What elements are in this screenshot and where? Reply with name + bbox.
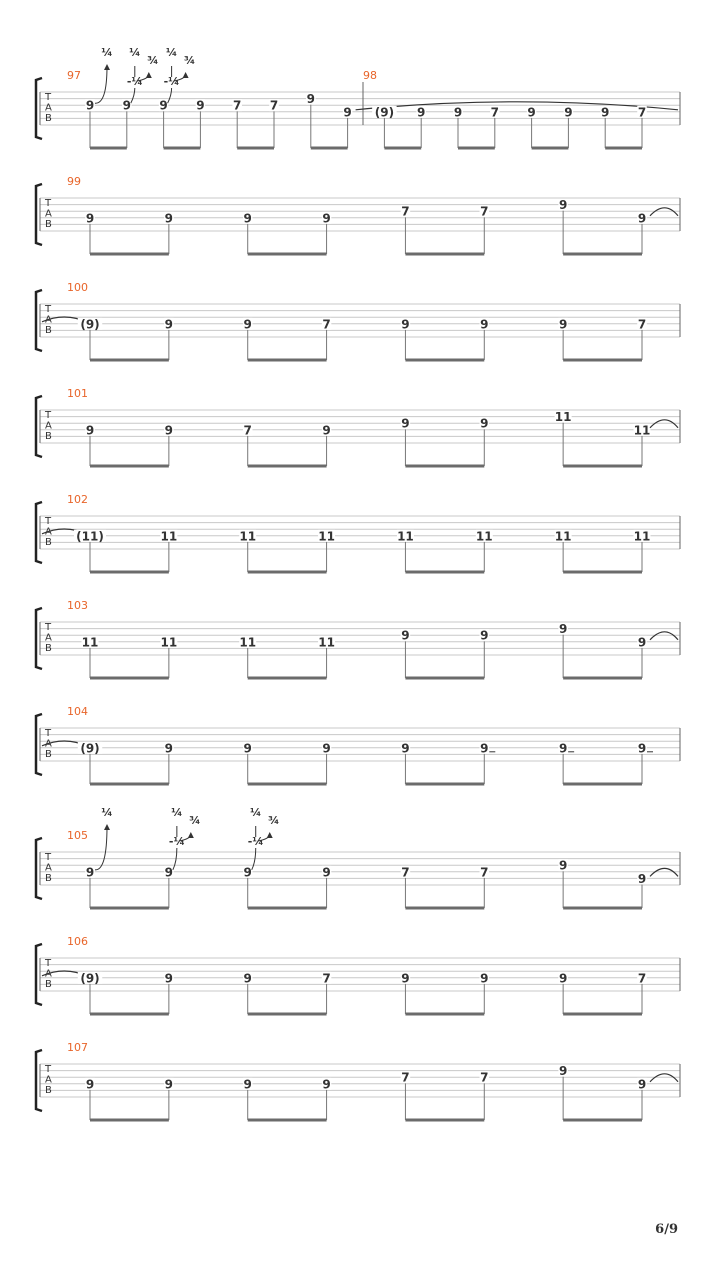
tab-system xyxy=(36,599,680,678)
tab-clef-letter: A xyxy=(45,526,52,538)
fret-number: 9 xyxy=(401,741,410,756)
measure-number: 98 xyxy=(363,69,377,82)
tab-clef-letter: B xyxy=(45,643,52,654)
tab-clef-letter: A xyxy=(45,420,52,432)
fret-number: 9 xyxy=(85,211,95,226)
fret-number: 11 xyxy=(633,529,651,544)
tab-clef-letter: A xyxy=(45,1074,52,1086)
fret-number: 9 xyxy=(196,98,205,113)
tab-clef-letter: B xyxy=(45,113,52,124)
fret-number: 11 xyxy=(397,529,414,544)
bend-curve xyxy=(95,826,107,870)
fret-number: 11 xyxy=(475,529,493,544)
bend-amount: -¼ xyxy=(247,835,264,848)
measure-number: 107 xyxy=(67,1041,88,1054)
fret-number: 9 xyxy=(243,971,252,986)
tab-clef-letter: B xyxy=(45,219,52,230)
fret-number: 9 xyxy=(558,1064,568,1079)
fret-number: 9 xyxy=(322,211,331,226)
fret-number: 9 xyxy=(401,628,410,643)
tab-clef-letter: T xyxy=(45,852,52,863)
system-bracket xyxy=(36,184,42,245)
fret-number: 11 xyxy=(554,529,572,544)
tab-system xyxy=(36,806,680,908)
fret-number: 9 xyxy=(480,628,489,643)
tie-arc xyxy=(650,420,678,428)
fret-number: 9 xyxy=(164,211,174,226)
bend-amount: -¼ xyxy=(163,75,180,88)
fret-number: 9 xyxy=(85,1077,95,1092)
tab-system xyxy=(36,175,680,254)
tab-system xyxy=(36,46,680,148)
fret-number: 7 xyxy=(243,423,252,438)
fret-number: 11 xyxy=(239,529,257,544)
fret-number: 7 xyxy=(401,1070,410,1085)
fret-number: 7 xyxy=(480,1070,489,1085)
tab-clef-letter: T xyxy=(45,304,52,315)
bend-arrowhead xyxy=(188,832,194,838)
fret-number: 11 xyxy=(318,529,335,544)
fret-number: 9 xyxy=(322,741,331,756)
tie-arc xyxy=(650,208,678,216)
fret-number: 9 xyxy=(564,105,573,120)
fret-number: 9 xyxy=(159,98,168,113)
fret-number: 9 xyxy=(164,317,174,332)
tab-clef-letter: T xyxy=(45,92,52,103)
bend-arrowhead xyxy=(104,824,110,830)
tab-clef-letter: T xyxy=(45,1064,52,1075)
measure-number: 97 xyxy=(67,69,81,82)
tab-system xyxy=(36,281,680,360)
tab-clef-letter: B xyxy=(45,979,52,990)
fret-number: 11 xyxy=(239,635,257,650)
system-bracket xyxy=(36,714,42,775)
fret-number: (9) xyxy=(80,317,100,332)
bend-arrowhead xyxy=(146,72,152,78)
fret-number: (9) xyxy=(374,105,395,120)
fret-number: 9 xyxy=(122,98,131,113)
tab-system xyxy=(36,1041,680,1120)
fret-number: 9 xyxy=(558,317,568,332)
fret-number: 9 xyxy=(637,211,647,226)
fret-number: 9 xyxy=(164,423,174,438)
tab-clef-letter: A xyxy=(45,314,52,326)
tab-clef-letter: A xyxy=(45,968,52,980)
tie-arc xyxy=(650,868,678,876)
fret-number: 9 xyxy=(85,423,95,438)
fret-number: 9 xyxy=(453,105,463,120)
fret-number: 7 xyxy=(637,317,647,332)
fret-number: 9 xyxy=(527,105,536,120)
fret-number: 7 xyxy=(490,105,499,120)
tab-clef-letter: T xyxy=(45,410,52,421)
fret-number: 11 xyxy=(160,635,178,650)
fret-number: 11 xyxy=(318,635,335,650)
fret-number: 7 xyxy=(480,204,489,219)
fret-number: 9 xyxy=(322,1077,331,1092)
tab-clef-letter: B xyxy=(45,1085,52,1096)
tab-clef-letter: T xyxy=(45,198,52,209)
fret-number: 9 xyxy=(558,971,568,986)
bend-curve xyxy=(131,88,135,103)
tab-clef-letter: T xyxy=(45,958,52,969)
measure-number: 101 xyxy=(67,387,88,400)
bend-amount: -¼ xyxy=(168,835,185,848)
bend-curve xyxy=(168,88,172,103)
fret-number: 9 xyxy=(480,971,489,986)
tab-clef-letter: A xyxy=(45,208,52,220)
system-bracket xyxy=(36,290,42,351)
fret-number: 9 xyxy=(243,1077,252,1092)
tab-clef-letter: A xyxy=(45,102,52,114)
system-bracket xyxy=(36,944,42,1005)
fret-number: 9 xyxy=(322,865,331,880)
tab-clef-letter: A xyxy=(45,862,52,874)
fret-number: 7 xyxy=(269,98,279,113)
fret-number: 9 xyxy=(243,211,252,226)
fret-number: 7 xyxy=(401,865,410,880)
fret-number: 7 xyxy=(637,971,647,986)
bend-amount: ¾ xyxy=(147,54,159,67)
fret-number: 9 xyxy=(243,865,252,880)
fret-number: 9 xyxy=(164,741,174,756)
tab-system xyxy=(36,935,680,1014)
tab-clef-letter: T xyxy=(45,728,52,739)
fret-number: 7 xyxy=(233,98,242,113)
fret-number: 9 xyxy=(164,1077,174,1092)
fret-number: 9 xyxy=(343,105,352,120)
measure-number: 103 xyxy=(67,599,88,612)
fret-number: 9 xyxy=(85,865,95,880)
fret-number: 9 xyxy=(637,871,647,886)
fret-number: 9 xyxy=(401,416,410,431)
fret-number: 9 xyxy=(243,741,252,756)
bend-amount: ¼ xyxy=(165,46,178,59)
fret-number: 9 xyxy=(322,423,331,438)
fret-number: 9 xyxy=(306,92,315,107)
fret-number: 9 xyxy=(558,741,568,756)
measure-number: 100 xyxy=(67,281,88,294)
bend-amount: -¼ xyxy=(126,75,143,88)
fret-number: 9 xyxy=(164,971,174,986)
fret-number: 9 xyxy=(558,858,568,873)
measure-number: 104 xyxy=(67,705,88,718)
bend-amount: ¼ xyxy=(101,806,113,819)
tie-arc xyxy=(650,632,678,640)
fret-number: 7 xyxy=(401,204,410,219)
fret-number: (9) xyxy=(80,971,100,986)
tab-clef-letter: T xyxy=(45,516,52,527)
measure-number: 105 xyxy=(67,829,88,842)
bend-arrowhead xyxy=(183,72,189,78)
fret-number: (11) xyxy=(76,529,104,544)
fret-number: 9 xyxy=(401,971,410,986)
fret-number: 7 xyxy=(637,105,647,120)
bend-amount: ¼ xyxy=(101,46,113,59)
fret-number: 9 xyxy=(637,1077,647,1092)
fret-number: 9 xyxy=(164,865,174,880)
system-bracket xyxy=(36,78,42,139)
tab-clef-letter: B xyxy=(45,325,52,336)
measure-number: 99 xyxy=(67,175,81,188)
fret-number: 9 xyxy=(637,741,647,756)
fret-number: 9 xyxy=(558,622,568,637)
tab-clef-letter: A xyxy=(45,738,52,750)
fret-number: 9 xyxy=(637,635,647,650)
system-bracket xyxy=(36,502,42,563)
tab-clef-letter: B xyxy=(45,749,52,760)
tab-clef-letter: T xyxy=(45,622,52,633)
fret-number: 7 xyxy=(480,865,489,880)
tab-system xyxy=(36,493,680,572)
fret-number: 9 xyxy=(85,98,95,113)
bend-amount: ¼ xyxy=(129,46,141,59)
tab-clef-letter: A xyxy=(45,632,52,644)
bend-amount: ¾ xyxy=(268,814,280,827)
fret-number: 11 xyxy=(160,529,178,544)
system-bracket xyxy=(36,838,42,899)
fret-number: 9 xyxy=(480,317,489,332)
fret-number: 9 xyxy=(243,317,252,332)
bend-amount: ¼ xyxy=(250,806,262,819)
fret-number: 9 xyxy=(417,105,426,120)
measure-number: 106 xyxy=(67,935,88,948)
tab-clef-letter: B xyxy=(45,431,52,442)
system-bracket xyxy=(36,1050,42,1111)
fret-number: (9) xyxy=(80,741,100,756)
tab-clef-letter: B xyxy=(45,537,52,548)
fret-number: 11 xyxy=(633,423,651,438)
tab-clef-letter: B xyxy=(45,873,52,884)
fret-number: 7 xyxy=(322,971,331,986)
fret-number: 11 xyxy=(554,410,572,425)
fret-number: 11 xyxy=(81,635,99,650)
bend-arrowhead xyxy=(104,64,110,70)
tie-arc xyxy=(650,1074,678,1082)
system-bracket xyxy=(36,396,42,457)
tab-system xyxy=(36,387,680,466)
tie-arc xyxy=(356,102,678,110)
fret-number: 7 xyxy=(322,317,331,332)
fret-number: 9 xyxy=(480,416,489,431)
system-bracket xyxy=(36,608,42,669)
bend-amount: ¾ xyxy=(189,814,201,827)
fret-number: 9 xyxy=(480,741,489,756)
bend-amount: ¼ xyxy=(171,806,183,819)
bend-curve xyxy=(95,66,107,103)
measure-number: 102 xyxy=(67,493,88,506)
page-number: 6/9 xyxy=(655,1222,678,1237)
bend-arrowhead xyxy=(267,832,273,838)
bend-amount: ¾ xyxy=(183,54,196,67)
tab-system xyxy=(36,705,680,784)
fret-number: 9 xyxy=(601,105,610,120)
fret-number: 9 xyxy=(401,317,410,332)
fret-number: 9 xyxy=(558,198,568,213)
